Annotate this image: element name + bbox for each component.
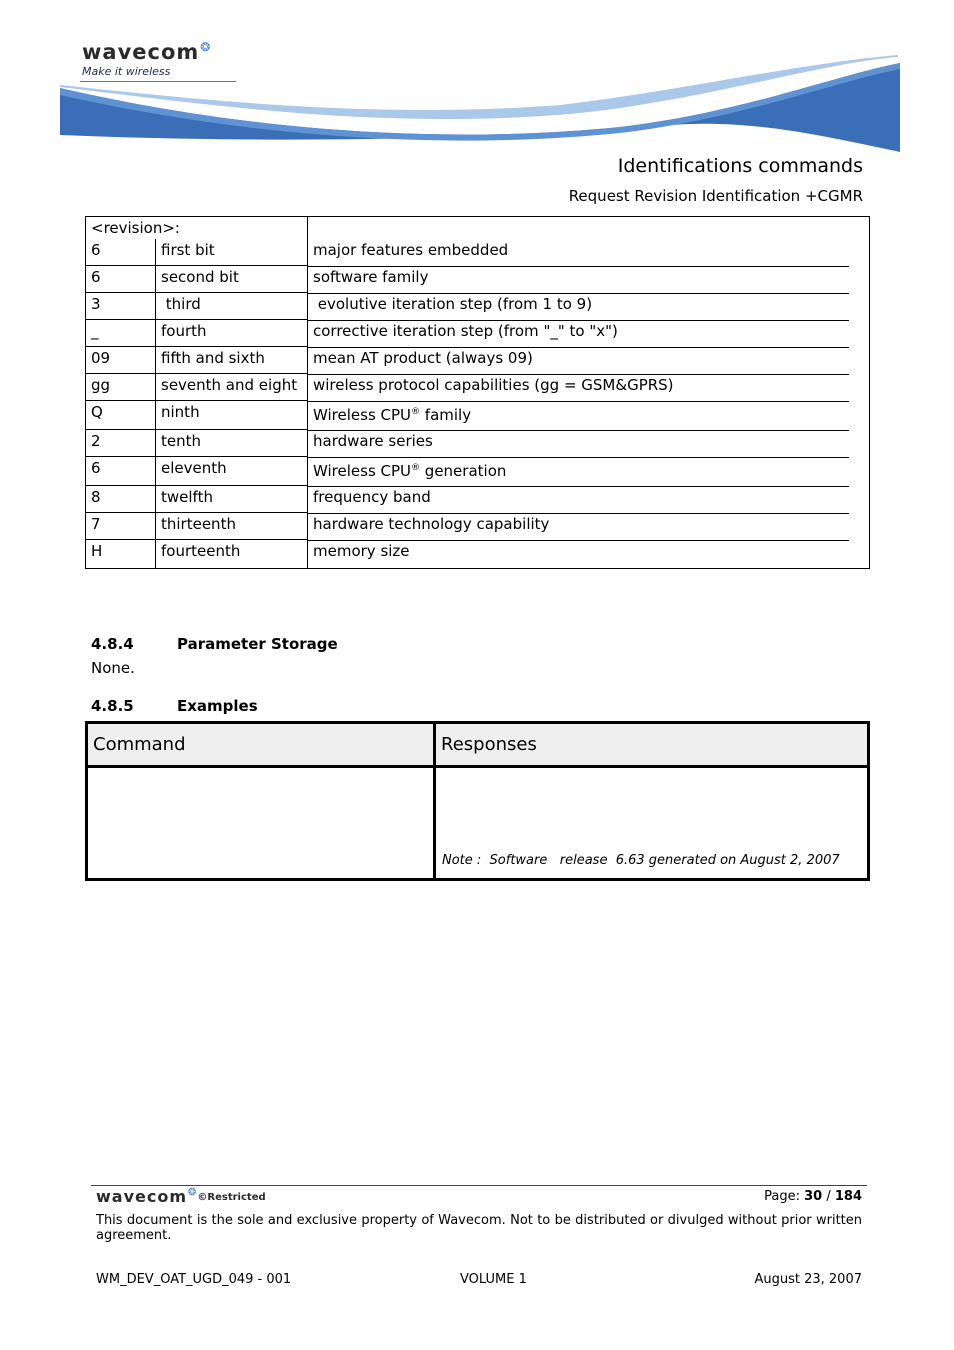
parameter-storage-body: None. bbox=[91, 659, 135, 677]
revision-table-header-row bbox=[86, 217, 870, 240]
document-date: August 23, 2007 bbox=[754, 1272, 862, 1287]
response-note: Note : Software release 6.63 generated on August 2, 2007 bbox=[442, 853, 840, 868]
revision-position: tenth bbox=[156, 430, 308, 457]
chapter-title: Identifications commands bbox=[617, 155, 863, 177]
table-row bbox=[86, 266, 870, 293]
revision-position: seventh and eight bbox=[156, 374, 308, 401]
footer-logo-wordmark: wavecom bbox=[96, 1187, 188, 1206]
revision-value: gg bbox=[86, 374, 156, 401]
table-row bbox=[86, 347, 870, 374]
header-wave-graphic bbox=[60, 55, 900, 155]
table-row bbox=[86, 239, 870, 266]
revision-meaning: memory size bbox=[308, 540, 870, 569]
revision-position: second bit bbox=[156, 266, 308, 293]
section-number: 4.8.5 bbox=[91, 697, 134, 715]
page-indicator bbox=[764, 1189, 862, 1204]
revision-meaning: hardware technology capability bbox=[308, 513, 870, 540]
revision-table bbox=[85, 216, 870, 569]
section-heading-examples bbox=[91, 697, 258, 715]
revision-value: H bbox=[86, 540, 156, 569]
registered-mark: ® bbox=[411, 462, 421, 473]
table-row bbox=[86, 540, 870, 569]
registered-mark: ® bbox=[411, 406, 421, 417]
logo-swirl-icon: ❂ bbox=[200, 40, 211, 54]
revision-meaning: hardware series bbox=[308, 430, 870, 457]
examples-table bbox=[85, 721, 870, 881]
logo-swirl-icon: ❂ bbox=[188, 1187, 198, 1198]
logo-wordmark: wavecom bbox=[82, 40, 200, 64]
meaning-text-after: family bbox=[420, 405, 472, 424]
revision-meaning: mean AT product (always 09) bbox=[308, 347, 870, 374]
revision-meaning: evolutive iteration step (from 1 to 9) bbox=[308, 293, 870, 320]
revision-meaning: frequency band bbox=[308, 486, 870, 513]
example-command-cell bbox=[87, 767, 435, 880]
revision-meaning: wireless protocol capabilities (gg = GSM&GPRS) bbox=[308, 374, 870, 401]
page-total: 184 bbox=[834, 1189, 862, 1204]
column-header-responses: Responses bbox=[435, 723, 869, 767]
footer-divider bbox=[91, 1185, 867, 1186]
revision-position: twelfth bbox=[156, 486, 308, 513]
legal-notice: This document is the sole and exclusive property of Wavecom. Not to be distributed or divulged without prior written agreement. bbox=[96, 1213, 862, 1243]
table-row bbox=[86, 293, 870, 320]
revision-position: ninth bbox=[156, 401, 308, 430]
section-number: 4.8.4 bbox=[91, 635, 134, 653]
section-heading-text: Parameter Storage bbox=[177, 635, 338, 653]
table-row bbox=[86, 320, 870, 347]
section-heading-parameter-storage bbox=[91, 635, 338, 653]
revision-value: 6 bbox=[86, 457, 156, 486]
restricted-label: ©Restricted bbox=[197, 1192, 266, 1203]
revision-position: third bbox=[156, 293, 308, 320]
meaning-text: Wireless CPU bbox=[313, 405, 412, 424]
revision-meaning: major features embedded bbox=[313, 241, 509, 259]
revision-value: 8 bbox=[86, 486, 156, 513]
revision-meaning bbox=[308, 457, 870, 486]
table-row bbox=[86, 513, 870, 540]
revision-value: 7 bbox=[86, 513, 156, 540]
meaning-text-after: generation bbox=[420, 461, 507, 480]
example-response-cell bbox=[435, 767, 869, 880]
revision-meaning: software family bbox=[308, 266, 870, 293]
table-row bbox=[86, 486, 870, 513]
examples-header-row bbox=[87, 723, 869, 767]
footer-logo bbox=[96, 1187, 266, 1206]
revision-value: _ bbox=[86, 320, 156, 347]
revision-position: fourth bbox=[156, 320, 308, 347]
table-row bbox=[86, 374, 870, 401]
revision-meaning bbox=[308, 401, 870, 430]
revision-value: 6 bbox=[86, 239, 156, 266]
revision-value: 6 bbox=[86, 266, 156, 293]
revision-value: 3 bbox=[86, 293, 156, 320]
table-row bbox=[86, 401, 870, 430]
column-header-command: Command bbox=[87, 723, 435, 767]
section-heading-text: Examples bbox=[177, 697, 258, 715]
revision-position: thirteenth bbox=[156, 513, 308, 540]
revision-meaning: corrective iteration step (from "_" to "x") bbox=[308, 320, 870, 347]
revision-position: fourteenth bbox=[156, 540, 308, 569]
page-current: 30 bbox=[804, 1189, 823, 1204]
revision-position: fifth and sixth bbox=[156, 347, 308, 374]
revision-value: 2 bbox=[86, 430, 156, 457]
revision-value: 09 bbox=[86, 347, 156, 374]
revision-position: eleventh bbox=[156, 457, 308, 486]
page-label: Page: bbox=[764, 1189, 800, 1204]
document-reference: WM_DEV_OAT_UGD_049 - 001 bbox=[96, 1272, 292, 1287]
section-title: Request Revision Identification +CGMR bbox=[568, 187, 863, 205]
table-row bbox=[86, 457, 870, 486]
revision-value: Q bbox=[86, 401, 156, 430]
revision-label: <revision>: bbox=[86, 217, 308, 240]
meaning-text: Wireless CPU bbox=[313, 461, 412, 480]
table-row bbox=[87, 767, 869, 880]
page-separator: / bbox=[822, 1189, 835, 1204]
revision-position: first bit bbox=[156, 239, 308, 266]
volume-label: VOLUME 1 bbox=[460, 1272, 527, 1287]
logo-tagline: Make it wireless bbox=[82, 65, 171, 78]
table-row bbox=[86, 430, 870, 457]
